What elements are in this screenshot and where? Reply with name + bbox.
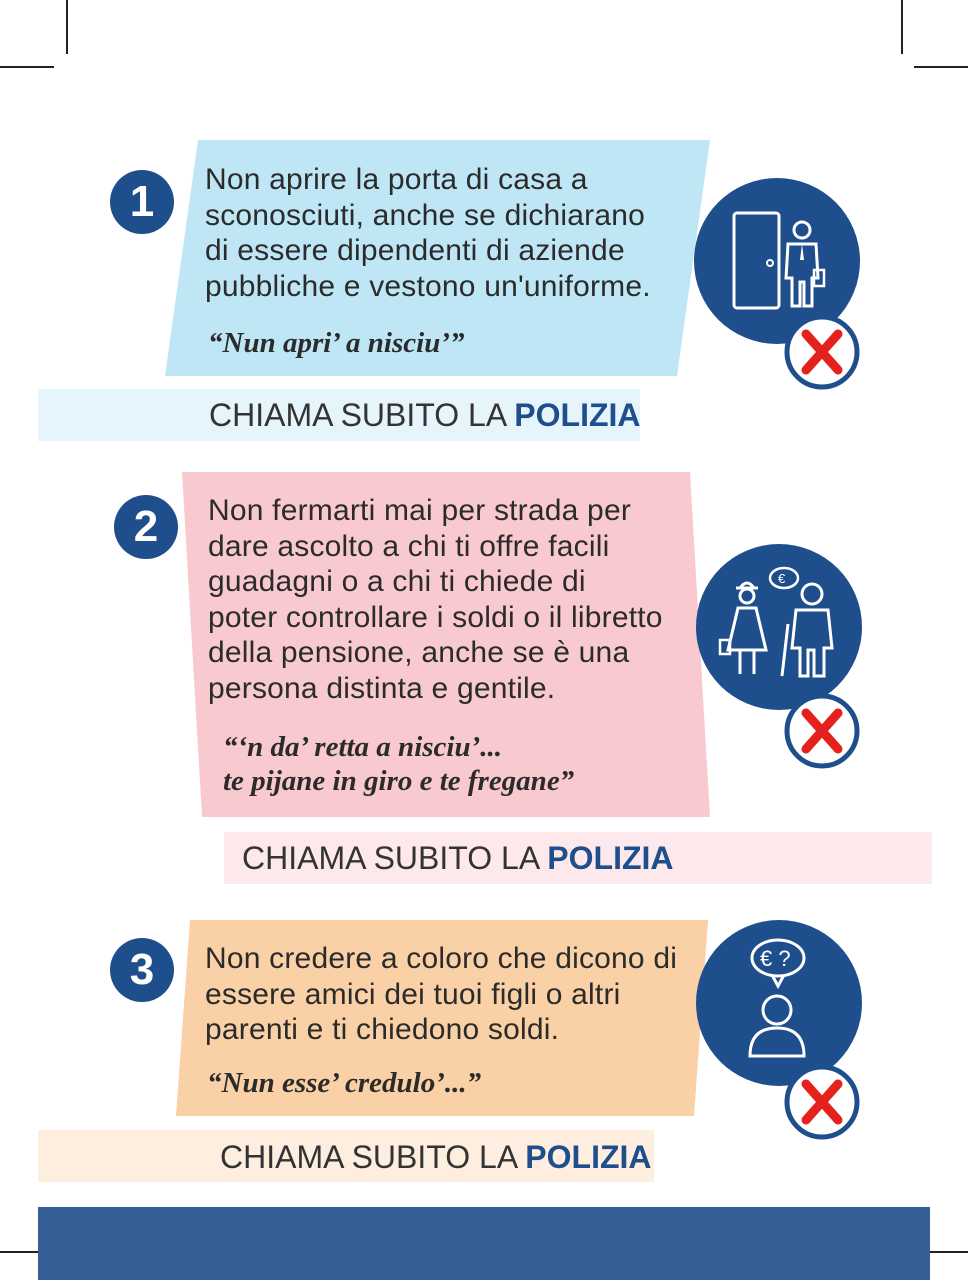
tip-1-text: Non aprire la porta di casa a sconosciuti, anche se dichiarano di essere dipendenti di aziende pubbliche e vestono un'uniforme. (205, 163, 651, 303)
tip-2-quote: “‘n da’ retta a nisciu’... te pijane in giro e te fregane” (223, 731, 575, 797)
person-euro-question-icon (696, 920, 862, 1086)
call-police-text-3 (220, 1139, 652, 1176)
footer-bar (38, 1207, 930, 1280)
red-x-icon (784, 1064, 860, 1140)
call-police-text-2 (242, 840, 674, 877)
elderly-couple-euro-icon (696, 544, 862, 710)
tip-3-quote: “Nun esse’ credulo’...” (207, 1067, 482, 1099)
crop-mark (914, 66, 968, 68)
banner-emphasis: POLIZIA (514, 397, 641, 433)
tip-1-quote: “Nun apri’ a nisciu’” (208, 327, 465, 359)
tip-2-text: Non fermarti mai per strada per dare ascolto a chi ti offre facili guadagni o a chi ti chiede di poter controllare i soldi o il libretto della pensione, anche se è una persona distinta e gentile. (208, 494, 663, 705)
banner-emphasis: POLIZIA (525, 1139, 652, 1175)
call-police-text-1 (209, 397, 641, 434)
banner-prefix: CHIAMA SUBITO LA (220, 1139, 526, 1175)
banner-prefix: CHIAMA SUBITO LA (209, 397, 515, 433)
banner-emphasis: POLIZIA (547, 840, 674, 876)
crop-mark (901, 0, 903, 54)
crop-mark (66, 0, 68, 54)
svg-text:€: € (778, 571, 786, 586)
red-x-icon (784, 693, 860, 769)
banner-prefix: CHIAMA SUBITO LA (242, 840, 548, 876)
red-x-icon (784, 314, 860, 390)
tip-1-number-badge: 1 (110, 170, 174, 234)
tip-2-number-badge: 2 (114, 495, 178, 559)
tip-3-number-badge: 3 (110, 938, 174, 1002)
crop-mark (0, 66, 54, 68)
svg-text:€ ?: € ? (760, 946, 791, 971)
tip-3-text: Non credere a coloro che dicono di essere amici dei tuoi figli o altri parenti e ti chiedono soldi. (205, 942, 678, 1046)
